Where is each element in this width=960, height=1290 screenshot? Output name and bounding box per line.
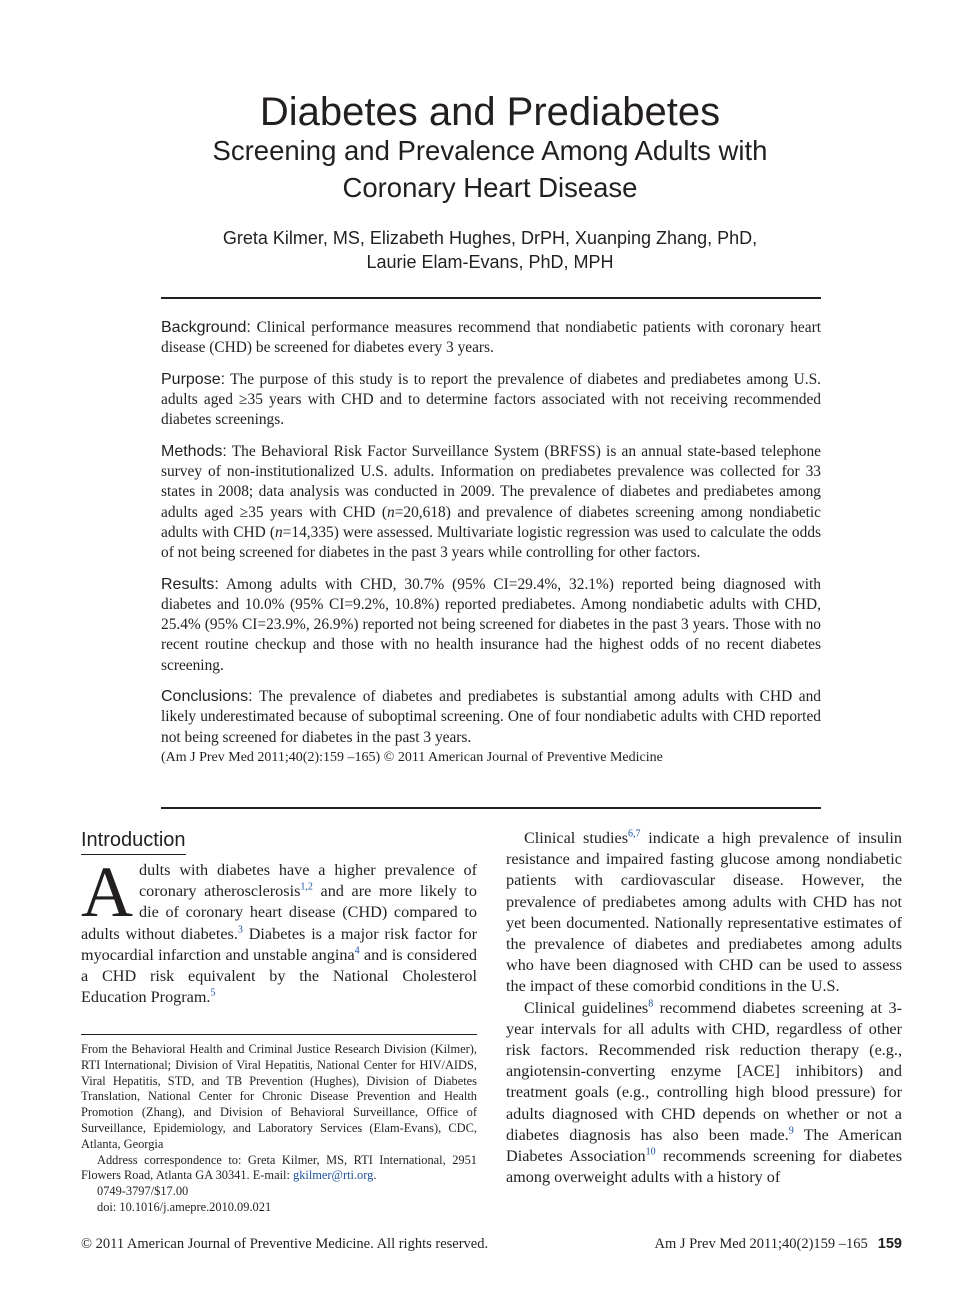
intro-paragraph (81, 852, 477, 1008)
abstract-conclusions (161, 687, 821, 748)
ref-link-10[interactable]: 10 (645, 1146, 656, 1158)
ref-link-1-2[interactable]: 1,2 (300, 881, 313, 893)
abstract-methods (161, 442, 821, 563)
abstract-top-rule (161, 297, 821, 299)
ref-link-6-7[interactable]: 6,7 (628, 828, 641, 840)
methods-n-symbol: n (387, 503, 395, 521)
methods-text-2: =20,618) and prevalence of diabetes screening among nondiabetic adults with CHD ( (161, 503, 821, 541)
right-paragraph-1 (506, 828, 902, 998)
authors-line-1: Greta Kilmer, MS, Elizabeth Hughes, DrPH, Xuanping Zhang, PhD, (222, 228, 758, 248)
page-number: 159 (877, 1236, 902, 1252)
right-p2-text-b: recommend diabetes screening at 3-year intervals for all adults with CHD, regardless of other risk factors. Recommended risk reduction therapy (e.g., angiotensin-converting enzyme [ACE] inhibitors) and treatment goals (e.g., controlling high blood pressure) for adults diagnosed with CHD depends on whether or not a diabetes diagnosis has also been made. (506, 998, 902, 1144)
footer-copyright: © 2011 American Journal of Preventive Medicine. All rights reserved. (81, 1236, 489, 1252)
article-title: Diabetes and Prediabetes (259, 90, 721, 134)
ref-link-5[interactable]: 5 (210, 987, 216, 999)
methods-label: Methods: (161, 443, 227, 461)
right-p2-text-a: Clinical guidelines (524, 998, 649, 1017)
email-link[interactable]: gkilmer@rti.org (293, 1168, 374, 1183)
methods-n-symbol-2: n (275, 523, 283, 541)
intro-text-b: and are more likely to die of coronary heart disease (CHD) compared to adults without diabetes. (81, 882, 477, 943)
methods-text-1: The Behavioral Risk Factor Surveillance System (BRFSS) is an annual state-based telephone survey of non-institutionalized U.S. adults. Information on prediabetes prevalence was collected for 33 states in 2008; data analysis was conducted in 2009. The prevalence of diabetes and prediabetes among adults aged ≥35 years with CHD ( (161, 443, 821, 521)
footnotes (81, 1042, 477, 1216)
methods-text-3: =14,335) were assessed. Multivariate logistic regression was used to calculate the odds of not being screened for diabetes in the past 3 years while controlling for other factors. (161, 523, 821, 562)
purpose-label: Purpose: (161, 370, 226, 388)
results-text: Among adults with CHD, 30.7% (95% CI=29.4%, 32.1%) reported being diagnosed with diabetes and 10.0% (95% CI=9.2%, 10.8%) reported prediabetes. Among nondiabetic adults with CHD, 25.4% (95% CI=23.9%, 26.9%) reported not being screened for diabetes in the past 3 years. Those with no recent routine checkup and those with no health insurance had the highest odds of no recent diabetes screening. (161, 575, 822, 674)
right-p2-text-d: recommends screening for diabetes among overweight adults with a history of (506, 1147, 902, 1187)
correspondence-text: Address correspondence to: Greta Kilmer, MS, RTI International, 2951 Flowers Road, Atlanta GA 30341. E-mail: (81, 1152, 477, 1183)
right-p1-text-b: indicate a high prevalence of insulin resistance and impaired fasting glucose among nondiabetic patients with cardiovascular disease. However, the prevalence of prediabetes among adults with CHD has not yet been documented. Nationally representative estimates of the prevalence of diabetes and prediabetes among adults who have been diagnosed with CHD can be used to assess the impact of these comorbid conditions in the U.S. (506, 829, 902, 996)
ref-link-8[interactable]: 8 (648, 998, 654, 1010)
doi: doi: 10.1016/j.amepre.2010.09.021 (97, 1199, 272, 1214)
abstract-bottom-rule (161, 807, 821, 809)
intro-text-c: Diabetes is a major risk factor for myocardial infarction and unstable angina (81, 924, 477, 964)
results-label: Results: (161, 575, 219, 593)
right-column (506, 828, 902, 1188)
authors-line-2: Laurie Elam-Evans, PhD, MPH (366, 252, 614, 272)
issn: 0749-3797/$17.00 (97, 1184, 189, 1199)
intro-text-d: and is considered a CHD risk equivalent by the National Cholesterol Education Program. (81, 945, 477, 1007)
author-list (150, 226, 830, 274)
drop-cap: A (81, 852, 133, 932)
right-paragraph-2 (506, 998, 902, 1189)
correspondence-end: . (373, 1168, 377, 1183)
footer-journal (654, 1236, 902, 1253)
ref-link-4[interactable]: 4 (354, 945, 360, 957)
abstract (161, 318, 821, 769)
right-p1-text-a: Clinical studies (524, 829, 628, 847)
article-subtitle: Screening and Prevalence Among Adults with Coronary Heart Disease (212, 135, 768, 203)
right-p2-text-c: The American Diabetes Association (506, 1125, 902, 1166)
ref-link-3[interactable]: 3 (237, 924, 243, 936)
ref-link-9[interactable]: 9 (788, 1125, 794, 1137)
intro-text-a: dults with diabetes have a higher prevalence of coronary atherosclerosis (139, 861, 477, 901)
footer-journal-ref: Am J Prev Med 2011;40(2)159 –165 (654, 1236, 868, 1252)
abstract-citation: (Am J Prev Med 2011;40(2):159 –165) © 2011 American Journal of Preventive Medicine (161, 750, 663, 766)
abstract-background (161, 318, 821, 358)
background-text: Clinical performance measures recommend that nondiabetic patients with coronary heart disease (CHD) be screened for diabetes every 3 years. (161, 319, 821, 357)
footnote-rule (81, 1034, 477, 1035)
purpose-text: The purpose of this study is to report the prevalence of diabetes and prediabetes among U.S. adults aged ≥35 years with CHD and to determine factors associated with not receiving recommended diabetes screenings. (161, 370, 821, 429)
abstract-results (161, 575, 821, 676)
introduction-heading: Introduction (81, 826, 186, 855)
background-label: Background: (161, 319, 251, 336)
correspondence-note (81, 1153, 477, 1185)
conclusions-text: The prevalence of diabetes and prediabetes is substantial among adults with CHD and likely underestimated because of suboptimal screening. One of four nondiabetic adults with CHD reported not being screened for diabetes in the past 3 years. (161, 688, 821, 746)
abstract-purpose (161, 370, 821, 431)
conclusions-label: Conclusions: (161, 688, 253, 706)
affiliation-note: From the Behavioral Health and Criminal Justice Research Division (Kilmer), RTI International; Division of Viral Hepatitis, National Center for HIV/AIDS, Viral Hepatitis, STD, and TB Prevention (Hughes), Division of Diabetes Translation, National Center for Chronic Disease Prevention and Health Promotion (Zhang), and Division of Behavioral Surveillance, Office of Surveillance, Epidemiology, and Laboratory Services (Elam-Evans), CDC, Atlanta, Georgia (81, 1042, 477, 1151)
